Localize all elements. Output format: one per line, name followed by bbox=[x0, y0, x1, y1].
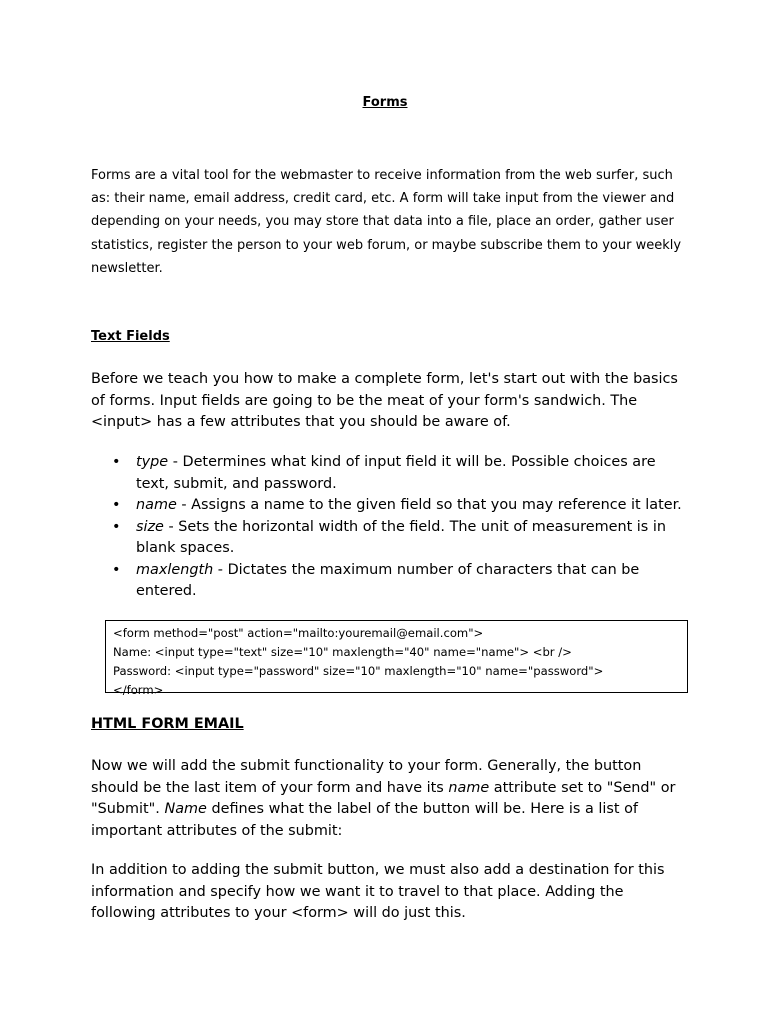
attribute-list bbox=[91, 452, 691, 603]
code-line: <form method="post" action="mailto:youremail@email.com"> bbox=[113, 626, 484, 640]
attribute-description: - Dictates the maximum number of characters that can be entered. bbox=[136, 561, 640, 599]
code-line: </form> bbox=[113, 683, 164, 697]
code-line: Name: <input type="text" size="10" maxlength="40" name="name"> <br /> bbox=[113, 645, 572, 659]
attribute-term: maxlength bbox=[136, 561, 214, 578]
text-fields-paragraph: Before we teach you how to make a complete form, let's start out with the basics of forms. Input fields are going to be the meat of your form's sandwich. The <input> has a few attributes that you should be aware of. bbox=[91, 371, 678, 430]
attribute-term: size bbox=[136, 518, 164, 535]
page-title: Forms bbox=[362, 95, 408, 110]
submit-paragraph-emphasis: name bbox=[448, 779, 490, 796]
submit-paragraph bbox=[91, 756, 691, 842]
bullet-icon: • bbox=[112, 497, 121, 513]
list-item bbox=[91, 560, 691, 603]
destination-paragraph: In addition to adding the submit button, we must also add a destination for this information and specify how we want it to travel to that place. Adding the following attributes to your <form> will do just this. bbox=[91, 862, 665, 921]
bullet-icon: • bbox=[112, 518, 121, 535]
attribute-description: - Determines what kind of input field it will be. Possible choices are text, submit, and password. bbox=[136, 454, 656, 492]
attribute-description: - Assigns a name to the given field so that you may reference it later. bbox=[176, 497, 682, 513]
attribute-term: name bbox=[136, 497, 177, 513]
attribute-description: - Sets the horizontal width of the field. The unit of measurement is in blank spaces. bbox=[136, 518, 666, 556]
bullet-icon: • bbox=[112, 454, 121, 470]
list-item bbox=[91, 452, 691, 495]
code-example-box bbox=[105, 620, 688, 697]
list-item bbox=[91, 495, 691, 517]
attribute-term: type bbox=[136, 454, 169, 470]
code-line: Password: <input type="password" size="10" maxlength="10" name="password"> bbox=[113, 664, 604, 678]
email-section-heading: HTML FORM EMAIL bbox=[91, 716, 244, 732]
submit-paragraph-text: Now we will add the submit functionality to your form. Generally, the button should be the last item of your form and have its bbox=[91, 758, 642, 796]
submit-paragraph-text: attribute set to "Send" or "Submit". bbox=[91, 779, 676, 817]
bullet-icon: • bbox=[112, 561, 121, 578]
text-fields-heading: Text Fields bbox=[91, 329, 170, 344]
submit-paragraph-emphasis: Name bbox=[164, 801, 207, 817]
list-item bbox=[91, 517, 691, 560]
submit-paragraph-text: defines what the label of the button will be. Here is a list of important attributes of the submit: bbox=[91, 801, 638, 839]
intro-paragraph: Forms are a vital tool for the webmaster to receive information from the web surfer, such as: their name, email address, credit card, etc. A form will take input from the viewer and depending on your needs, you may store that data into a file, place an order, gather user statistics, register the person to your web forum, or maybe subscribe them to your weekly newsletter. bbox=[91, 168, 682, 276]
